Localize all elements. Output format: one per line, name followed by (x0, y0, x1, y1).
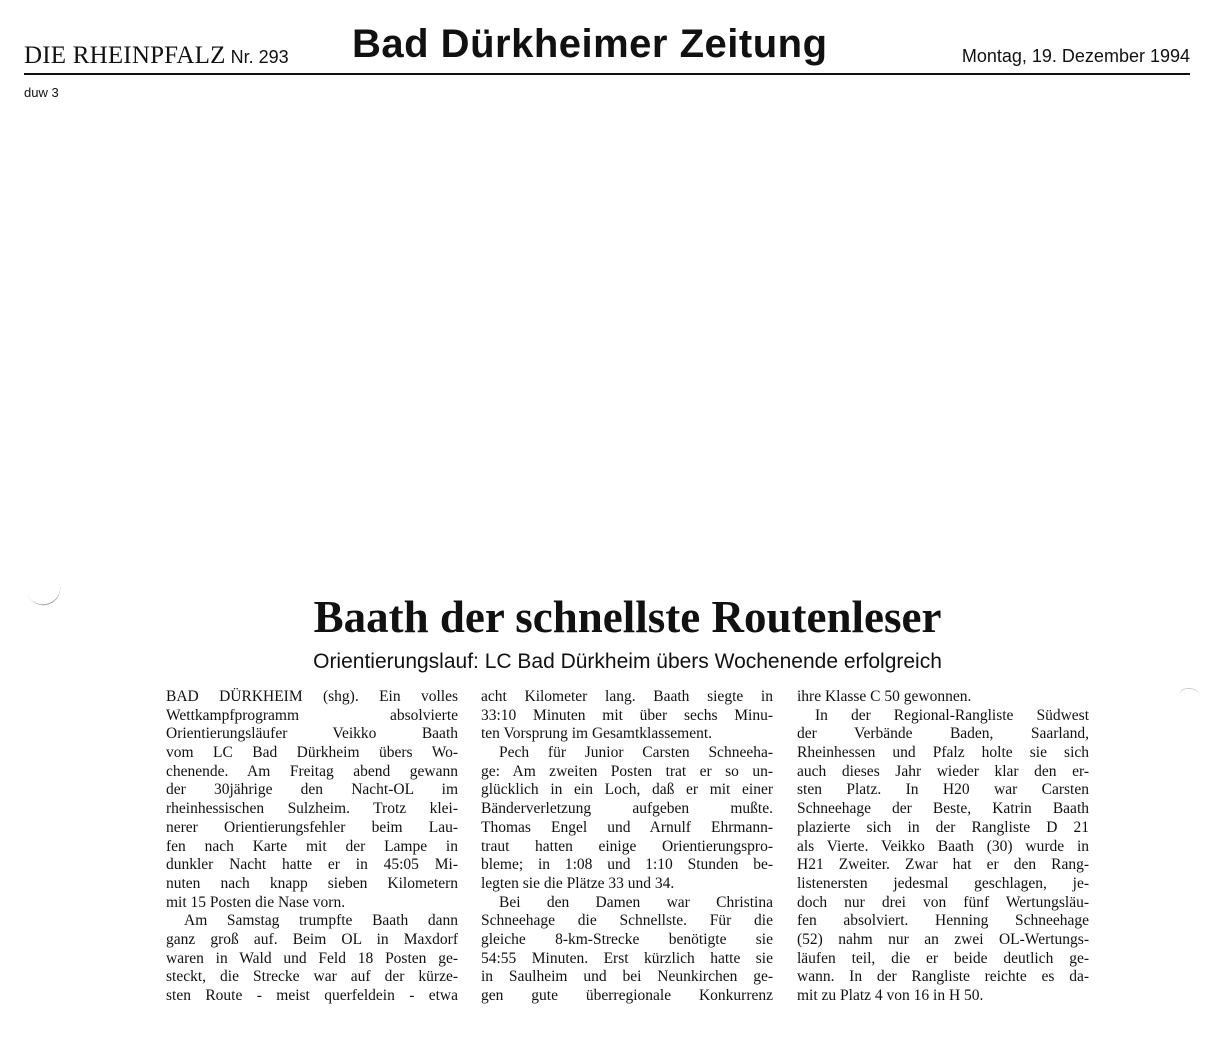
text-line: mit zu Platz 4 von 16 in H 50. (797, 987, 984, 1004)
issue-date: Montag, 19. Dezember 1994 (961, 46, 1190, 66)
text-line: der Verbände Baden, Saarland, (797, 725, 1089, 743)
text-line: In der Regional-Rangliste Südwest (815, 706, 1089, 724)
masthead-paper (24, 42, 289, 70)
article-subheadline: Orientierungslauf: LC Bad Dürkheim übers Wochenende erfolgreich (313, 650, 942, 673)
text-line: Bänderverletzung aufgeben mußte. (481, 800, 773, 818)
text-line: chenende. Am Freitag abend gewann (166, 762, 458, 780)
article-column-3 (797, 688, 1089, 1006)
text-line: ge: Am zweiten Posten trat er so un- (481, 762, 773, 780)
text-line: (52) nahm nur an zwei OL-Wertungs- (797, 930, 1089, 948)
paper-name: DIE RHEINPFALZ (24, 42, 226, 69)
text-line: ihre Klasse C 50 gewonnen. (797, 688, 972, 705)
text-line: doch nur drei von fünf Wertungsläu- (797, 893, 1089, 911)
text-line: legten sie die Plätze 33 und 34. (481, 874, 675, 892)
text-line: 54:55 Minuten. Erst kürzlich hatte sie (481, 949, 773, 967)
article-column-2 (481, 688, 773, 1006)
text-line: mit 15 Posten die Nase vorn. (166, 893, 346, 911)
text-line: sten Route - meist querfeldein - etwa (166, 987, 458, 1004)
text-line: Am Samstag trumpfte Baath dann (184, 912, 458, 930)
text-line: als Vierte. Veikko Baath (30) wurde in (797, 837, 1089, 855)
text-line: auch dieses Jahr wieder klar den er- (797, 762, 1089, 780)
text-line: acht Kilometer lang. Baath siegte in (481, 688, 773, 705)
text-line: fen absolviert. Henning Schneehage (797, 912, 1089, 930)
text-line: listenersten jedesmal geschlagen, je- (797, 874, 1089, 892)
text-line: ten Vorsprung im Gesamtklassement. (481, 725, 713, 743)
text-line: glücklich in ein Loch, daß er mit einer (481, 781, 773, 799)
masthead-rule (24, 73, 1190, 75)
text-line: gleiche 8-km-Strecke benötigte sie (481, 930, 773, 948)
text-line: Schneehage der Beste, Katrin Baath (797, 800, 1089, 818)
page-code: duw 3 (24, 85, 59, 100)
text-line: BAD DÜRKHEIM (shg). Ein volles (166, 688, 458, 705)
text-line: ganz groß auf. Beim OL in Maxdorf (166, 930, 458, 948)
text-line: Wettkampfprogramm absolvierte (166, 706, 458, 724)
issue-number: Nr. 293 (230, 47, 289, 67)
text-line: nerer Orientierungsfehler beim Lau- (166, 818, 458, 836)
text-line: Schneehage die Schnellste. Für die (481, 912, 773, 930)
text-line: rheinhessischen Sulzheim. Trotz klei- (166, 800, 458, 818)
text-line: Bei den Damen war Christina (499, 893, 773, 911)
text-line: Pech für Junior Carsten Schneeha- (499, 744, 773, 762)
text-line: gen gute überregionale Konkurrenz (481, 987, 773, 1004)
text-line: läufen teil, die er beide deutlich ge- (797, 949, 1089, 967)
text-line: der 30jährige den Nacht-OL im (166, 781, 458, 799)
text-line: plazierte sich in der Rangliste D 21 (797, 818, 1089, 836)
text-line: traut hatten einige Orientierungspro- (481, 837, 773, 855)
text-line: dunkler Nacht hatte er in 45:05 Mi- (166, 856, 458, 874)
text-line: bleme; in 1:08 und 1:10 Stunden be- (481, 856, 773, 874)
text-line: H21 Zweiter. Zwar hat er den Rang- (797, 856, 1089, 874)
text-line: steckt, die Strecke war auf der kürze- (166, 968, 458, 986)
text-line: 33:10 Minuten mit über sechs Minu- (481, 706, 773, 724)
text-line: Rheinhessen und Pfalz holte sie sich (797, 744, 1089, 762)
text-line: nuten nach knapp sieben Kilometern (166, 874, 458, 892)
text-line: in Saulheim und bei Neunkirchen ge- (481, 968, 773, 986)
scan-mark-right (1178, 688, 1200, 699)
text-line: Orientierungsläufer Veikko Baath (166, 725, 458, 743)
article-column-1 (166, 688, 458, 1006)
article-headline: Baath der schnellste Routenleser (313, 592, 942, 642)
text-line: waren in Wald und Feld 18 Posten ge- (166, 949, 458, 967)
text-line: fen nach Karte mit der Lampe in (166, 837, 458, 855)
text-line: wann. In der Rangliste reichte es da- (797, 968, 1089, 986)
text-line: vom LC Bad Dürkheim übers Wo- (166, 744, 458, 762)
text-line: sten Platz. In H20 war Carsten (797, 781, 1089, 799)
text-line: Thomas Engel und Arnulf Ehrmann- (481, 818, 773, 836)
masthead-title: Bad Dürkheimer Zeitung (352, 22, 828, 66)
